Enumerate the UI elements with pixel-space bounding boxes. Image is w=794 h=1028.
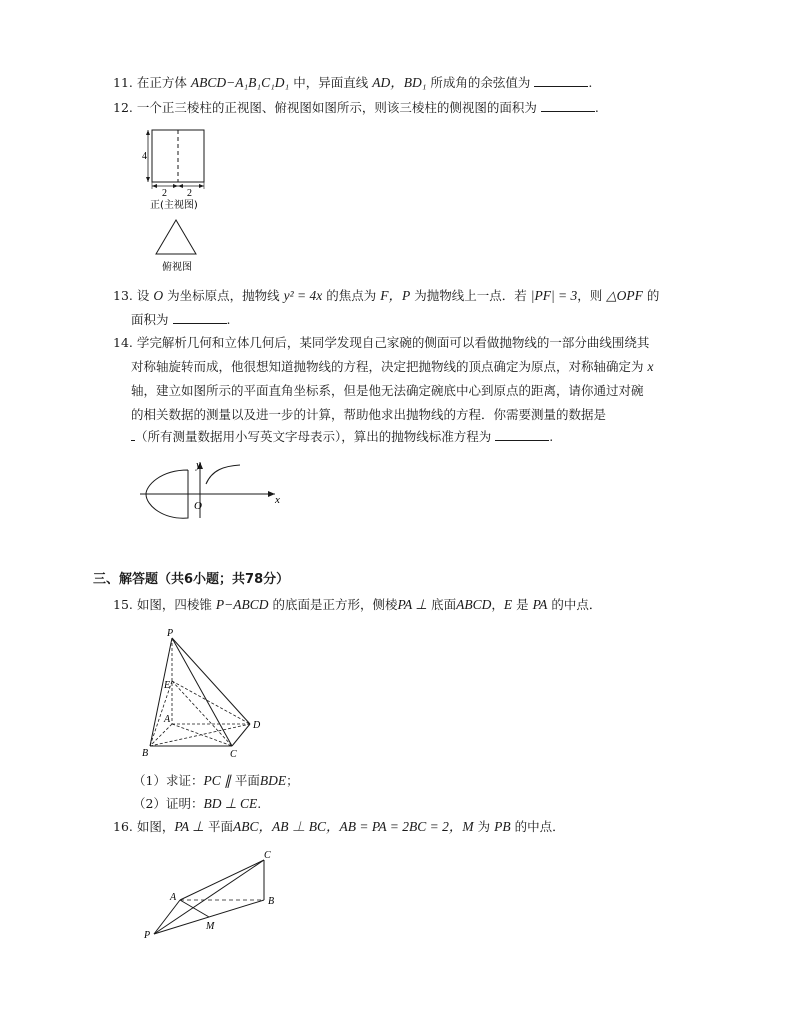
q15-part-1 [133, 772, 299, 790]
q16-tetrahedron-figure [140, 852, 290, 942]
q16-text-b: 平面 [208, 819, 234, 834]
q15-p2-label: （2）证明： [133, 796, 204, 811]
q12-views-figure [138, 126, 218, 276]
section-3-title: 三、解答题（共6小题；共78分） [93, 572, 290, 587]
x-axis-arrow [268, 491, 275, 497]
q14-end: . [549, 429, 554, 444]
question-13-line2 [131, 311, 230, 329]
q15-text-c: 底面 [431, 597, 457, 612]
q15-pyr: P−ABCD [215, 597, 269, 612]
q11-text-a: 在正方体 [136, 75, 187, 90]
q15-text-a: 如图，四棱锥 [136, 597, 212, 612]
q15-p1-label: （1）求证： [133, 773, 204, 788]
vertex-A-label: A [164, 714, 171, 725]
seg-AM [180, 900, 209, 917]
question-11 [113, 74, 592, 92]
q13-end: . [226, 312, 231, 327]
question-14-l1 [113, 334, 649, 352]
q16-text-c: 为 [477, 819, 491, 834]
q15-p2-end: . [257, 796, 262, 811]
q13-line2: 面积为 [131, 312, 169, 327]
q11-end: . [588, 75, 593, 90]
diag-AC [172, 724, 232, 746]
axis-origin-label: O [194, 500, 202, 512]
q13-text-e: ，则 [577, 288, 603, 303]
q13-text-a: 设 [136, 288, 150, 303]
q15-p1-bde: BDE [259, 773, 287, 788]
q13-f: F，P [380, 288, 411, 303]
q15-text-e: 是 [516, 597, 529, 612]
width-label-2: 2 [187, 188, 192, 199]
question-14-l5 [131, 428, 553, 446]
q14-l3: 轴，建立如图所示的平面直角坐标系，但是他无法确定碗底中心到原点的距离，请你通过对碗 [131, 383, 644, 398]
vertex-B-label: B [142, 748, 149, 759]
vertex-D-label: D [253, 720, 261, 731]
axis-y-label: y [196, 459, 201, 471]
q12-text: 一个正三棱柱的正视图、俯视图如图所示，则该三棱柱的侧视图的面积为 [136, 100, 537, 115]
q13-answer-blank [173, 311, 227, 324]
q15-abcd: ABCD [456, 597, 492, 612]
q14-l5a: （所有测量数据用小写英文字母表示），算出的抛物线标准方程为 [135, 429, 492, 444]
q14-l2x: x [647, 359, 654, 374]
q11-text-c: 所成角的余弦值为 [430, 75, 531, 90]
q16-text-a: 如图， [136, 819, 175, 834]
q14-l2a: 对称轴旋转而成，他很想知道抛物线的方程，决定把抛物线的顶点确定为原点，对称轴确定为 [131, 359, 644, 374]
edge-AC [180, 860, 264, 900]
vertex-M-label: M [206, 921, 215, 932]
vertex-E-label: E [164, 680, 171, 691]
edge-PB [150, 638, 172, 746]
vertex-C-label: C [230, 749, 237, 760]
q15-text-f: 的中点． [551, 597, 602, 612]
q16-abc: ABC，AB ⊥ BC，AB = PA = 2BC = 2，M [233, 819, 474, 834]
q12-number: 12. [113, 100, 133, 115]
q15-p2-math: BD ⊥ CE [203, 796, 258, 811]
front-view-caption: 正(主视图) [150, 200, 198, 211]
q13-o: O [153, 288, 164, 303]
q13-text-b: 为坐标原点，抛物线 [167, 288, 280, 303]
top-view-triangle [156, 220, 196, 254]
q15-p1-math: PC ∥ [203, 773, 231, 788]
question-12 [113, 99, 599, 117]
vertex-B-label: B [268, 896, 275, 907]
vertex-P-label: P [167, 628, 174, 639]
q14-l4: 的相关数据的测量以及进一步的计算，帮助他求出抛物线的方程．你需要测量的数据是 [131, 407, 607, 422]
top-view-caption: 俯视图 [162, 262, 192, 273]
q12-end: . [594, 100, 599, 115]
q13-tri: △OPF [606, 288, 643, 303]
q15-text-b: 的底面是正方形，侧棱 [272, 597, 398, 612]
q11-cube: ABCD−A₁B₁C₁D₁ [190, 75, 290, 90]
q15-pyramid-figure [140, 624, 270, 760]
question-15 [113, 596, 601, 614]
q14-blank-2 [495, 428, 549, 441]
q15-part-2 [133, 795, 261, 813]
q14-number: 14. [113, 335, 133, 350]
q15-p1-end: ； [286, 773, 299, 788]
q15-pa2: PA [532, 597, 548, 612]
question-16 [113, 818, 565, 836]
seg-ED [172, 681, 250, 724]
height-label: 4 [142, 151, 147, 162]
q13-text-f: 的 [646, 288, 660, 303]
q12-answer-blank [541, 99, 595, 112]
q15-p1-text: 平面 [234, 773, 260, 788]
vertex-P-label: P [144, 930, 151, 941]
q15-pa: PA ⊥ [397, 597, 428, 612]
q16-number: 16. [113, 819, 133, 834]
question-13 [113, 287, 659, 305]
q15-e: E [503, 597, 513, 612]
question-14-l2 [131, 358, 654, 376]
q13-number: 13. [113, 288, 133, 303]
q11-lines: AD，BD₁ [372, 75, 427, 90]
q14-l1: 学完解析几何和立体几何后，某同学发现自己家碗的侧面可以看做抛物线的一部分曲线围绕其 [136, 335, 650, 350]
edge-AP [154, 900, 180, 934]
q13-text-c: 的焦点为 [326, 288, 377, 303]
q11-answer-blank [534, 74, 588, 87]
question-14-l4 [131, 406, 606, 424]
q11-number: 11. [113, 75, 133, 90]
parabola-curve [206, 465, 240, 484]
vertex-A-label: A [170, 892, 177, 903]
q13-parabola: y² = 4x [283, 288, 323, 303]
q13-pf: |PF| = 3 [530, 288, 578, 303]
q13-text-d: 为抛物线上一点．若 [414, 288, 527, 303]
q15-number: 15. [113, 597, 133, 612]
axis-x-label: x [275, 494, 280, 506]
q16-pa: PA ⊥ [174, 819, 205, 834]
q14-bowl-figure [140, 460, 290, 520]
question-14-l3 [131, 382, 644, 400]
edge-PC [172, 638, 232, 746]
edge-PD [172, 638, 250, 724]
width-label-1: 2 [162, 188, 167, 199]
q11-text-b: 中，异面直线 [293, 75, 369, 90]
seg-EC [172, 681, 232, 746]
q15-text-d: ， [491, 597, 504, 612]
q16-pb: PB [494, 819, 511, 834]
vertex-C-label: C [264, 850, 271, 861]
q16-text-d: 的中点． [514, 819, 565, 834]
